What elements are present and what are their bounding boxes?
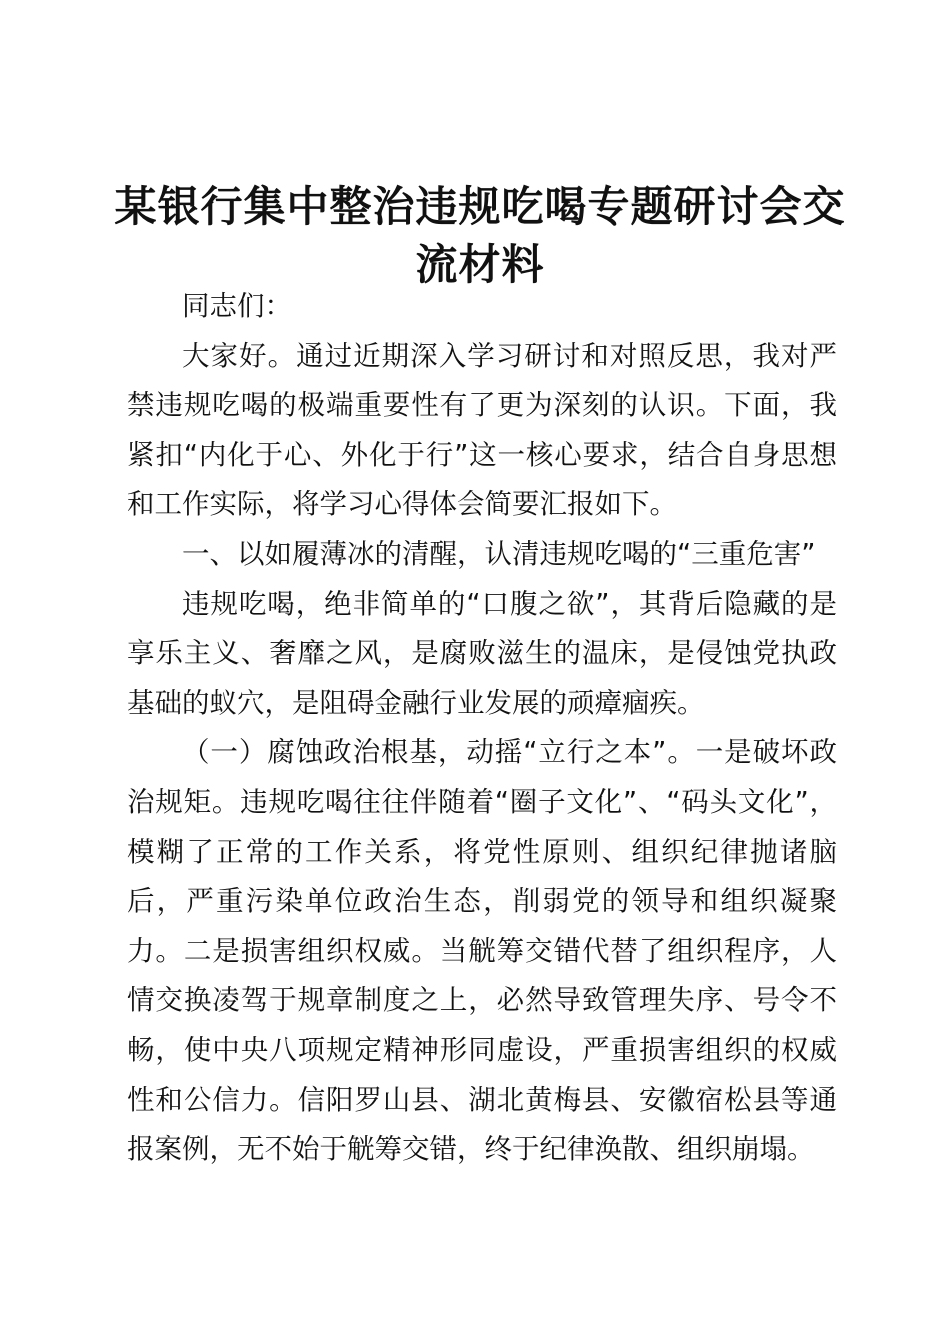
paragraph-intro: 大家好。通过近期深入学习研讨和对照反思，我对严禁违规吃喝的极端重要性有了更为深刻的认识。下面，我紧扣“内化于心、外化于行”这一核心要求，结合自身思想和工作实际，将学习心得体会简要汇报如下。 <box>127 339 837 521</box>
paragraph-subsection-1: （一）腐蚀政治根基，动摇“立行之本”。一是破坏政治规矩。违规吃喝往往伴随着“圈子文化”、“码头文化”，模糊了正常的工作关系，将党性原则、组织纪律抛诸脑后，严重污染单位政治生态，削弱党的领导和组织凝聚力。二是损害组织权威。当觥筹交错代替了组织程序，人情交换凌驾于规章制度之上，必然导致管理失序、号令不畅，使中央八项规定精神形同虚设，严重损害组织的权威性和公信力。信阳罗山县、湖北黄梅县、安徽宿松县等通报案例，无不始于觥筹交错，终于纪律涣散、组织崩塌。 <box>127 736 837 1166</box>
document-title: 某银行集中整治违规吃喝专题研讨会交流材料 <box>114 182 846 289</box>
section-heading-1: 一、以如履薄冰的清醒，认清违规吃喝的“三重危害” <box>182 537 816 570</box>
document-body <box>127 282 837 1175</box>
salutation: 同志们： <box>182 290 292 322</box>
paragraph-harms-overview: 违规吃喝，绝非简单的“口腹之欲”，其背后隐藏的是享乐主义、奢靡之风，是腐败滋生的温床，是侵蚀党执政基础的蚁穴，是阻碍金融行业发展的顽瘴痼疾。 <box>127 587 837 719</box>
